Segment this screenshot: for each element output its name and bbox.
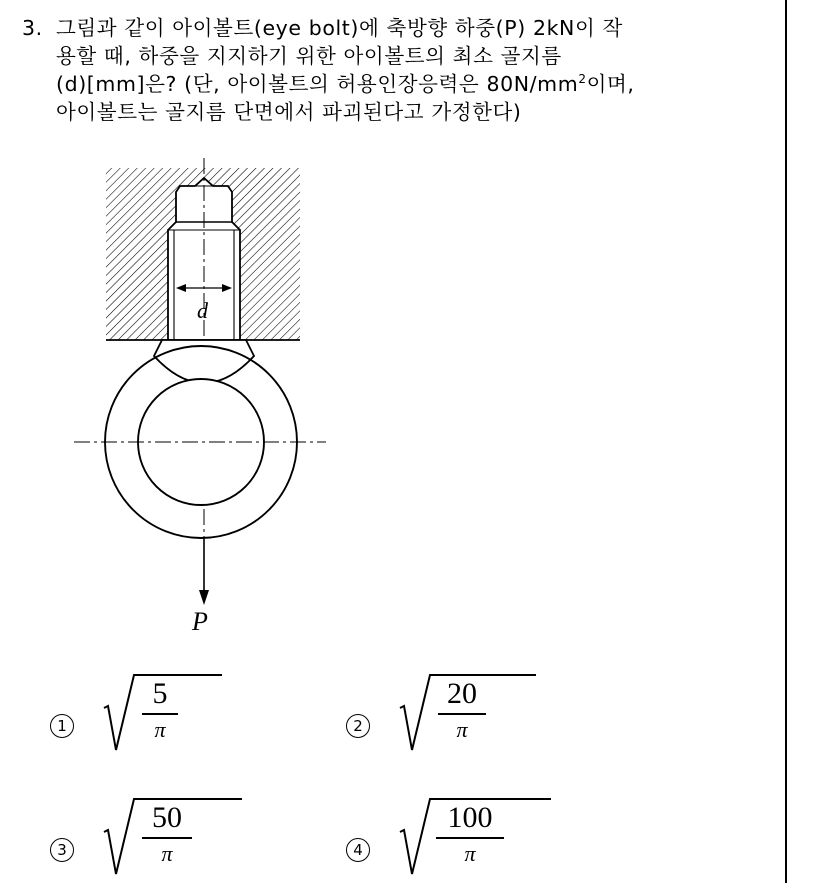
option-3-marker: 3 [50, 838, 74, 862]
question-line-3: (d)[mm]은? (단, 아이볼트의 허용인장응력은 $80N/mm^2$이며, [56, 72, 635, 96]
option-4-denominator: π [464, 841, 476, 866]
load-label: P [192, 607, 208, 636]
load-arrow-head [199, 590, 209, 605]
option-1-fraction [142, 676, 178, 745]
option-2-fraction [438, 676, 486, 745]
option-1-marker: 1 [50, 714, 74, 738]
option-3-denominator: π [161, 841, 173, 866]
option-3[interactable] [50, 796, 250, 876]
option-2[interactable] [346, 672, 546, 752]
question-line-1: 3. 그림과 같이 아이볼트(eye bolt)에 축방향 하중(P) 2kN이 작 [22, 16, 623, 40]
option-4[interactable] [346, 796, 546, 876]
option-1[interactable] [50, 672, 250, 752]
option-1-denominator: π [154, 717, 166, 742]
option-3-fraction [142, 800, 192, 869]
question-line-4: 아이볼트는 골지름 단면에서 파괴된다고 가정한다) [56, 100, 522, 124]
page-divider-line [785, 0, 787, 883]
option-4-marker: 4 [346, 838, 370, 862]
unit-exponent: 2 [578, 72, 587, 86]
question-line-2: 용할 때, 하중을 지지하기 위한 아이볼트의 최소 골지름 [56, 44, 562, 68]
question-number: 3. [22, 16, 43, 40]
option-2-numerator: 20 [438, 676, 486, 715]
option-4-numerator: 100 [436, 800, 504, 839]
question-text [22, 14, 782, 126]
eye-bolt-diagram [70, 150, 340, 640]
eye-bolt-figure [70, 150, 340, 640]
diameter-label: d [197, 298, 208, 323]
option-4-fraction [436, 800, 504, 869]
option-2-marker: 2 [346, 714, 370, 738]
option-2-denominator: π [456, 717, 468, 742]
option-3-numerator: 50 [142, 800, 192, 839]
option-1-numerator: 5 [142, 676, 178, 715]
